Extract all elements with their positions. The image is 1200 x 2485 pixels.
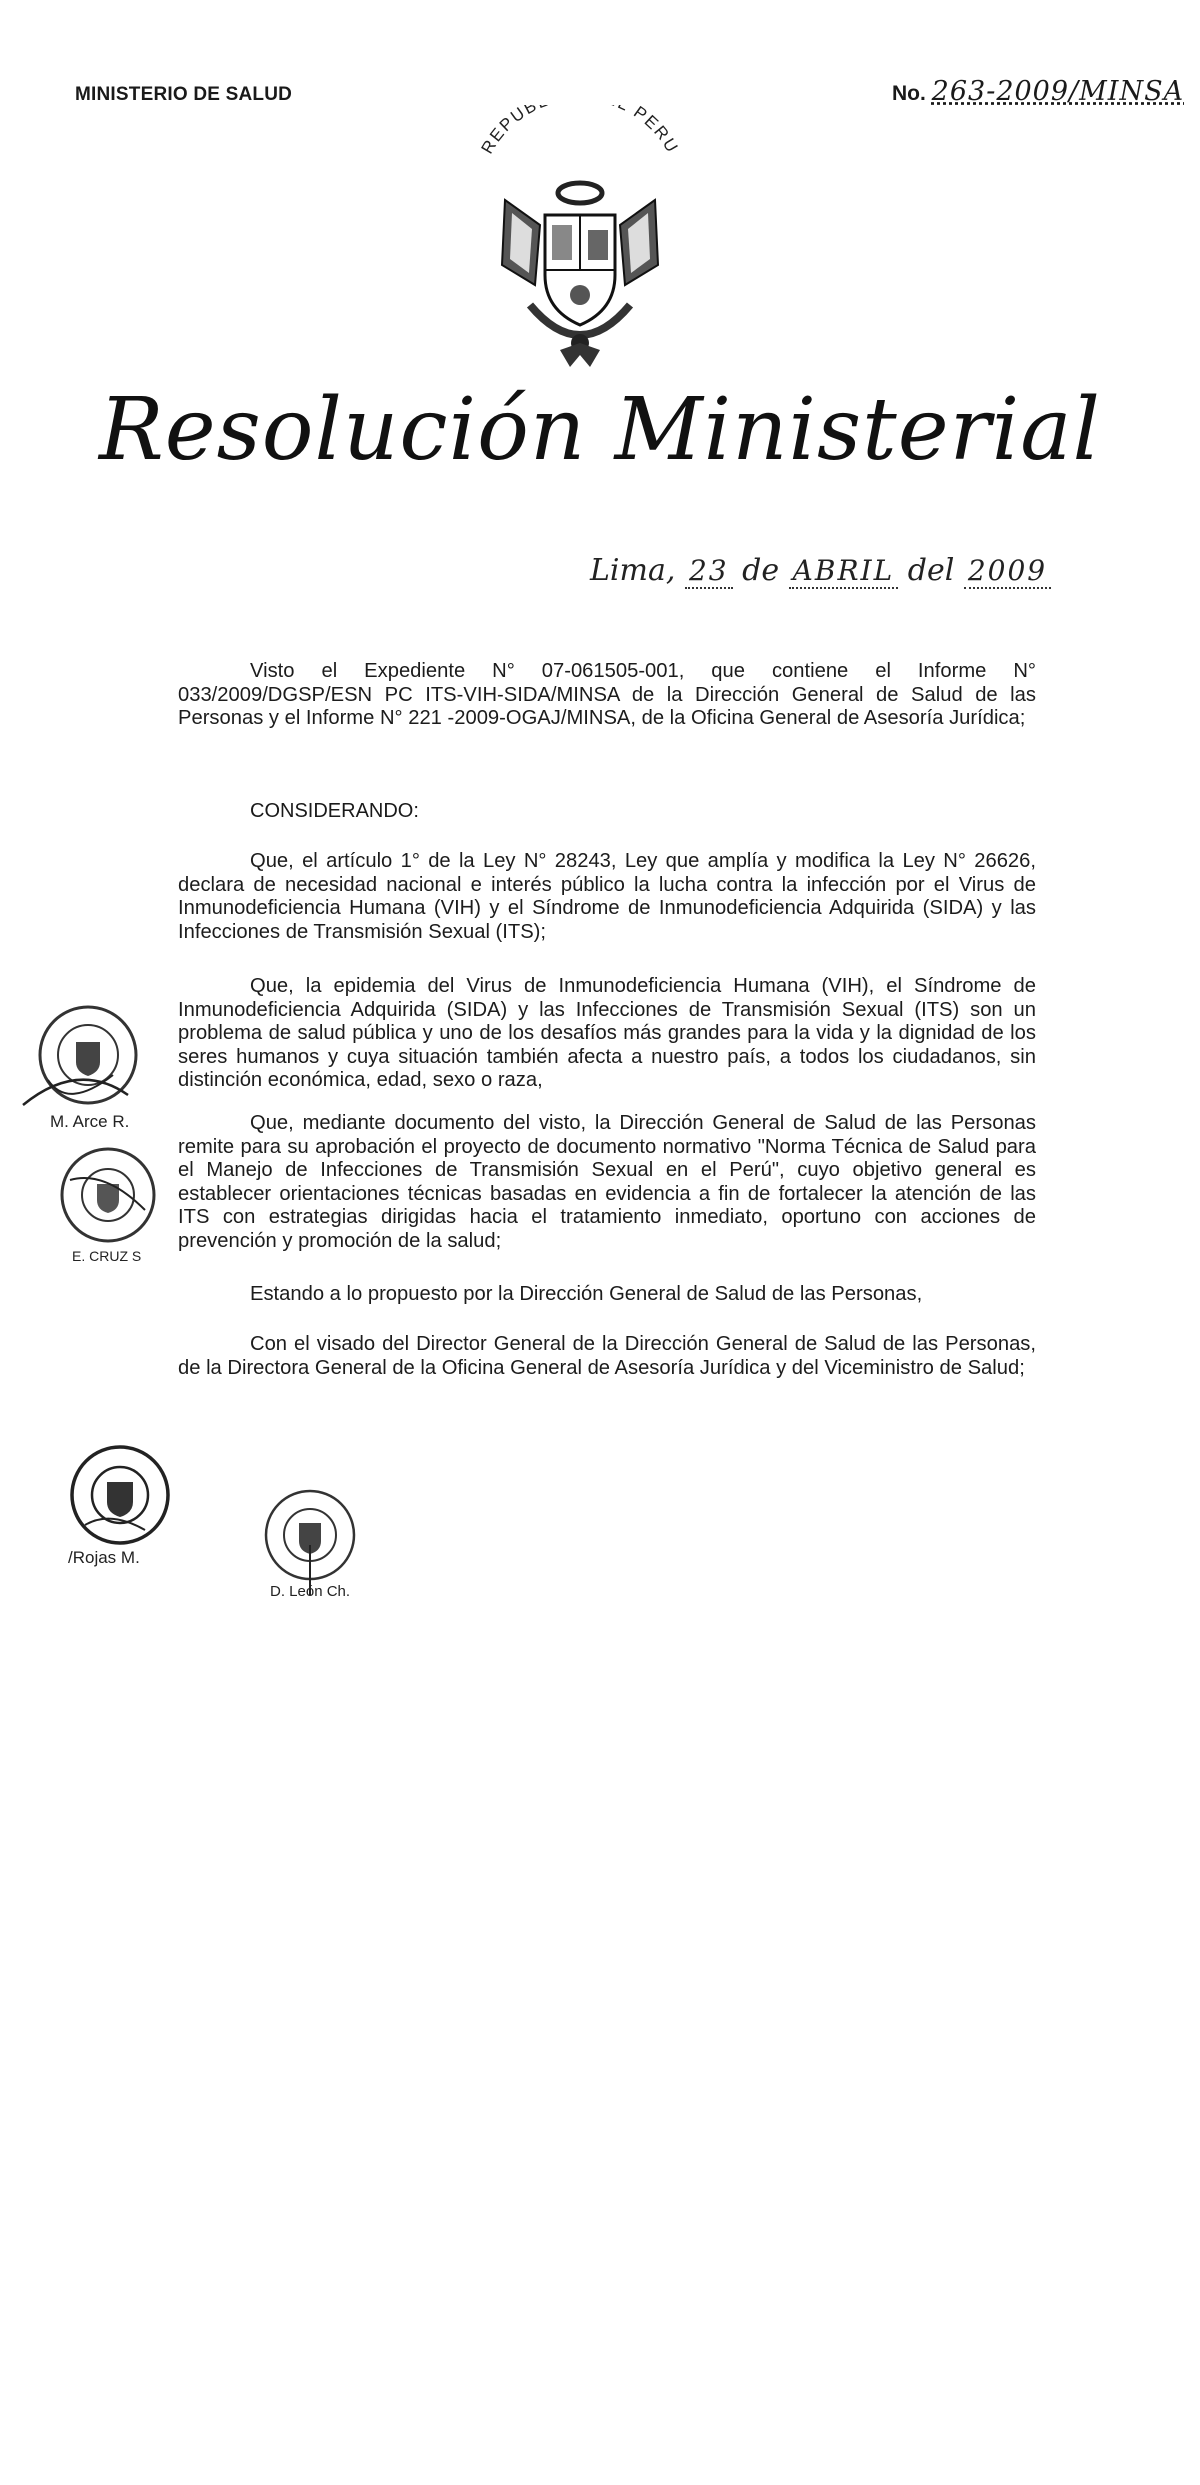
seal-2-signer: E. CRUZ S [72,1248,142,1264]
svg-text:REPUBLICA DEL PERU [478,105,683,157]
date-year: 2009 [964,554,1051,589]
paragraph-4-text: Estando a lo propuesto por la Dirección General de Salud de las Personas, [250,1283,923,1305]
number-prefix: No. [892,82,926,105]
seal-1-signer: M. Arce R. [50,1112,130,1131]
official-seal-4 [250,1485,370,1600]
date-month: ABRIL [789,554,899,589]
date-word-de: de [742,553,780,588]
official-seal-1 [18,1000,158,1131]
document-title: Resolución Ministerial [98,380,1102,480]
coat-of-arms-icon [460,105,700,375]
paragraph-visto [178,660,1036,731]
date-line [590,553,1051,588]
official-seal-3 [60,1440,180,1567]
paragraph-2 [178,975,1036,1093]
seal-4-signer: D. León Ch. [270,1583,351,1600]
seal-stamp-icon [250,1485,370,1595]
crest-arc-text: REPUB PERU [477,105,683,158]
ministry-header: MINISTERIO DE SALUD [75,84,293,105]
resolution-number [892,76,1184,107]
paragraph-3 [178,1112,1036,1253]
paragraph-1-text: Que, el artículo 1° de la Ley N° 28243, Ley que amplía y modifica la Ley N° 26626, declara de necesidad nacional e interés público la lucha contra la infección por el Virus de Inmunodeficiencia Humana (VIH) y el Síndrome de Inmunodeficiencia Adquirida (SIDA) y las Infecciones de Transmisión Sexual (ITS); [178,850,1036,943]
paragraph-5-text: Con el visado del Director General de la Dirección General de Salud de las Personas, de la Directora General de la Oficina General de Asesoría Jurídica y del Viceministro de Salud; [178,1333,1036,1379]
visto-text: Visto el Expediente N° 07-061505-001, que contiene el Informe N° 033/2009/DGSP/ESN PC ITS-VIH-SIDA/MINSA de la Dirección General de Salud de las Personas y el Informe N° 221 -2009-OGAJ/MINSA, de la Oficina General de Asesoría Jurídica; [178,660,1036,729]
seal-stamp-icon [50,1140,170,1260]
date-city: Lima, [590,553,676,588]
date-day: 23 [685,554,733,589]
paragraph-3-text: Que, mediante documento del visto, la Dirección General de Salud de las Personas remite para su aprobación el proyecto de documento normativo "Norma Técnica de Salud para el Manejo de Infecciones de Transmisión Sexual en el Perú", cuyo objetivo general es establecer orientaciones técnicas basadas en evidencia a fin de fortalecer la atención de las ITS con estrategias dirigidas hacia el tratamiento inmediato, oportuno con acciones de prevención y promoción de la salud; [178,1112,1036,1252]
seal-stamp-icon [18,1000,158,1120]
paragraph-1 [178,850,1036,944]
seal-3-signer: /Rojas M. [68,1548,140,1567]
paragraph-4 [178,1283,1036,1307]
paragraph-2-text: Que, la epidemia del Virus de Inmunodeficiencia Humana (VIH), el Síndrome de Inmunodeficiencia Adquirida (SIDA) y las Infecciones de Transmisión Sexual (ITS) son un problema de salud pública y uno de los desafíos más grandes para la vida y la dignidad de los seres humanos y cuya situación también afecta a nuestro país, a todos los ciudadanos, sin distinción económica, edad, sexo o raza, [178,975,1036,1091]
seal-stamp-icon [60,1440,180,1560]
national-crest [460,105,700,375]
date-word-del: del [907,553,955,588]
paragraph-5 [178,1333,1036,1380]
official-seal-2 [50,1140,170,1264]
handwritten-number: 263-2009/MINSA [931,76,1185,107]
considerando-heading: CONSIDERANDO: [250,800,419,822]
